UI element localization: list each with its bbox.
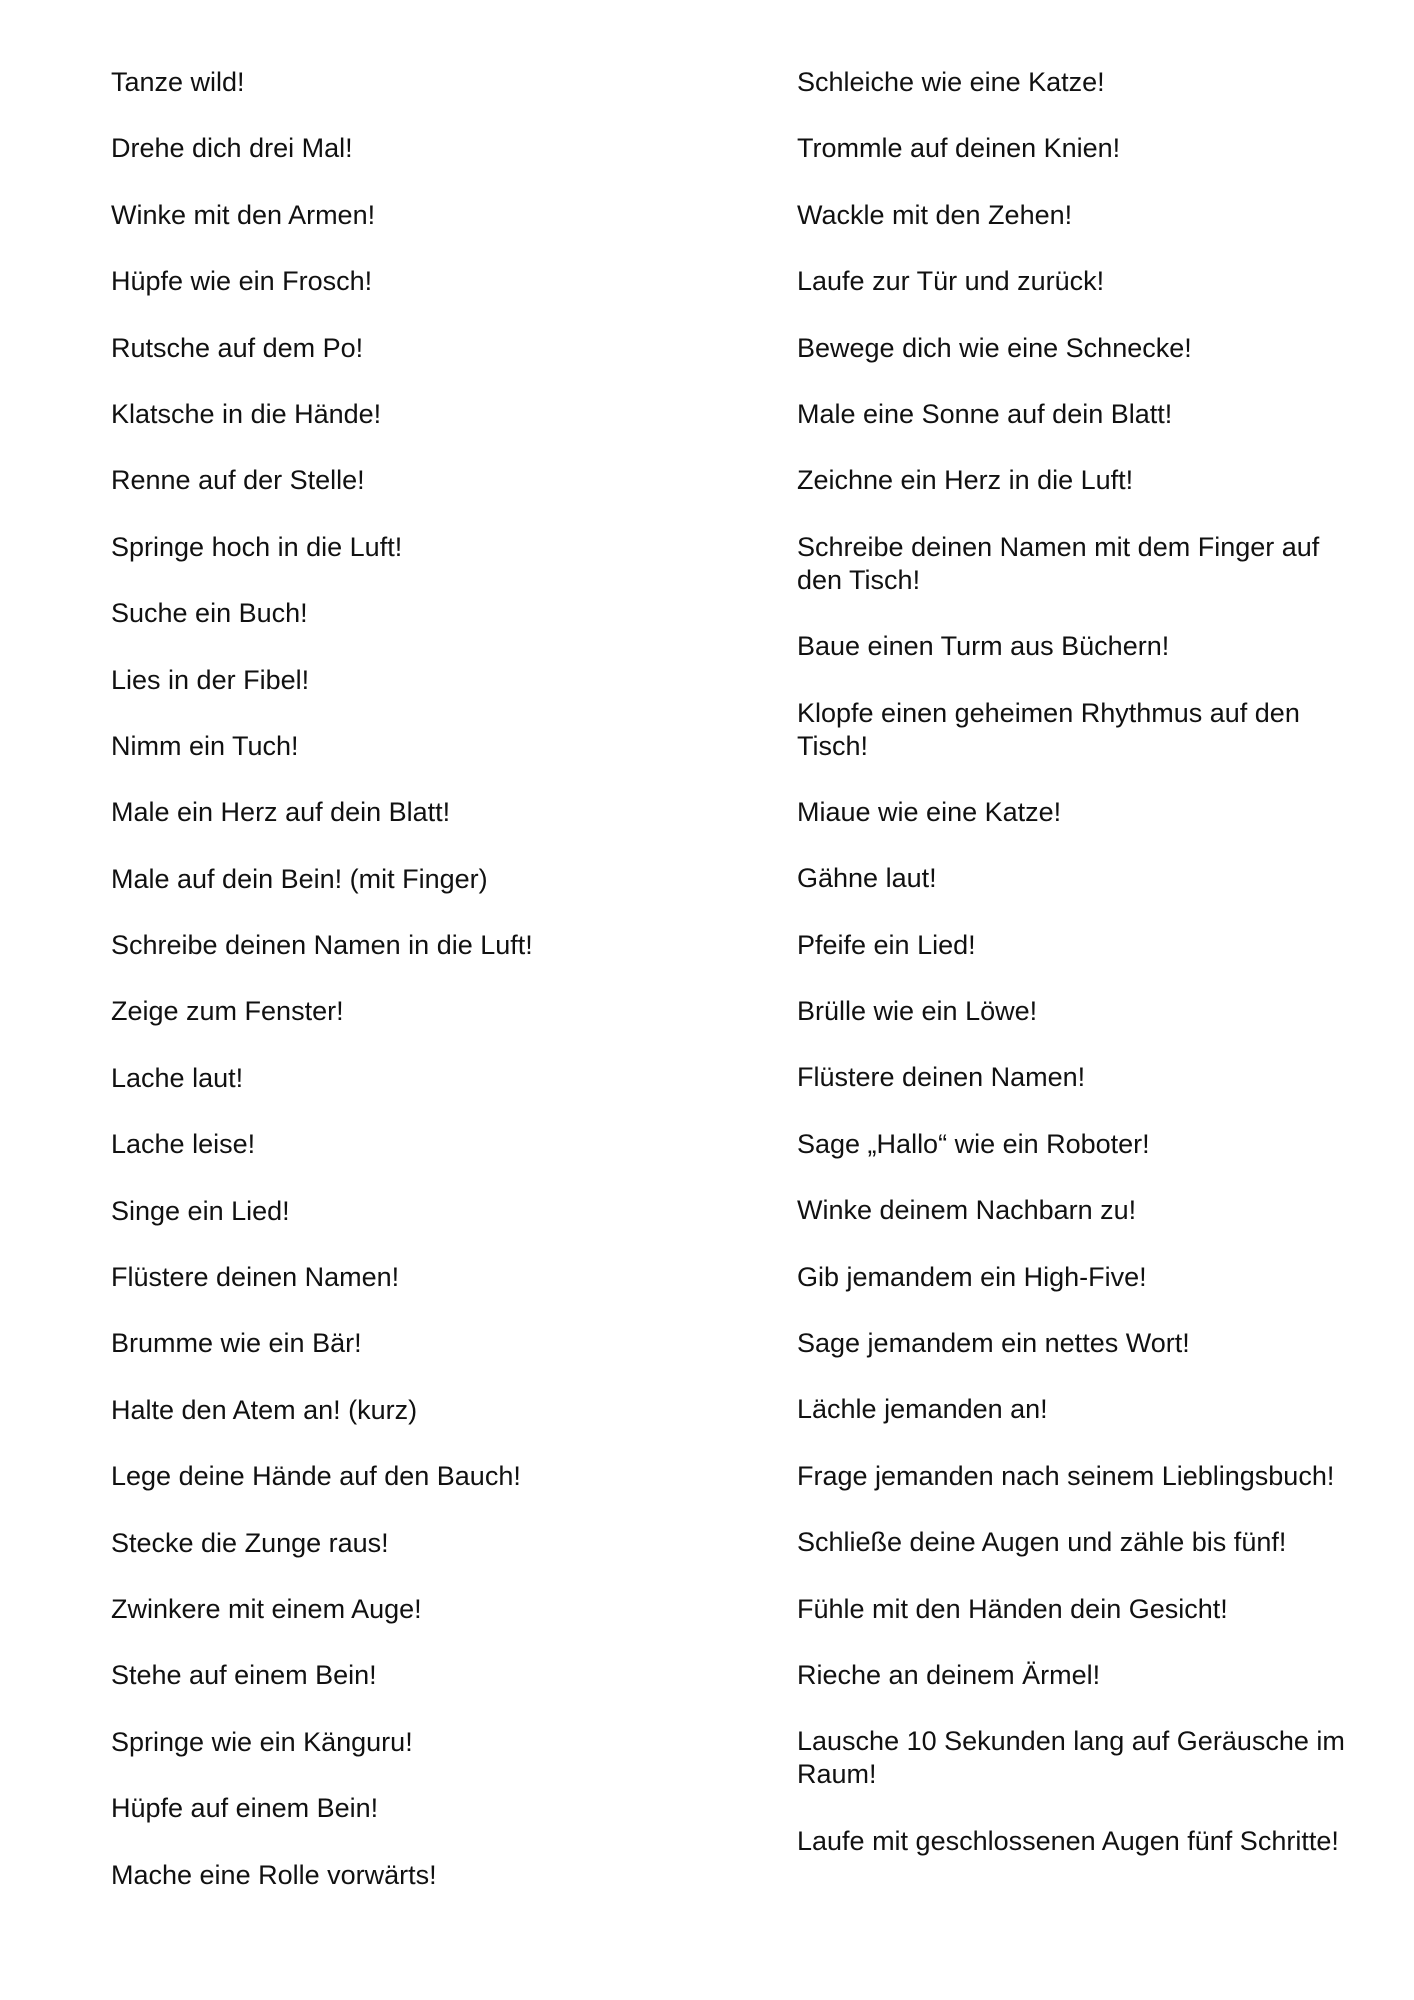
activity-item: Zwinkere mit einem Auge!	[111, 1593, 422, 1624]
activity-item: Laufe mit geschlossenen Augen fünf Schritte!	[797, 1825, 1339, 1856]
activity-item: Lache leise!	[111, 1129, 256, 1160]
activity-item: Zeichne ein Herz in die Luft!	[797, 465, 1134, 496]
activity-item: Winke deinem Nachbarn zu!	[797, 1195, 1137, 1226]
activity-item: Baue einen Turm aus Büchern!	[797, 631, 1170, 662]
activity-item: Winke mit den Armen!	[111, 199, 376, 230]
activity-item: Lächle jemanden an!	[797, 1394, 1048, 1425]
activity-item: Mache eine Rolle vorwärts!	[111, 1859, 437, 1890]
activity-item: Male eine Sonne auf dein Blatt!	[797, 398, 1173, 429]
activity-item: Pfeife ein Lied!	[797, 929, 976, 960]
activity-item: Springe wie ein Känguru!	[111, 1726, 413, 1757]
activity-item: Schließe deine Augen und zähle bis fünf!	[797, 1527, 1287, 1558]
activity-item: Flüstere deinen Namen!	[797, 1062, 1086, 1093]
activity-item: Singe ein Lied!	[111, 1195, 290, 1226]
activity-item: Schleiche wie eine Katze!	[797, 67, 1105, 97]
activity-item: Miaue wie eine Katze!	[797, 796, 1062, 827]
left-activity-list	[111, 66, 751, 1925]
activity-item: Laufe zur Tür und zurück!	[797, 266, 1105, 297]
activity-item: Klopfe einen geheimen Rhythmus auf den Tisch!	[797, 697, 1300, 761]
activity-item: Stehe auf einem Bein!	[111, 1660, 377, 1691]
activity-item: Zeige zum Fenster!	[111, 996, 344, 1027]
activity-item: Lache laut!	[111, 1062, 244, 1093]
activity-item: Brülle wie ein Löwe!	[797, 996, 1038, 1027]
activity-item: Sage „Hallo“ wie ein Roboter!	[797, 1128, 1150, 1159]
activity-item: Hüpfe wie ein Frosch!	[111, 266, 373, 297]
activity-item: Schreibe deinen Namen in die Luft!	[111, 930, 533, 961]
activity-item: Flüstere deinen Namen!	[111, 1262, 400, 1293]
activity-item: Frage jemanden nach seinem Lieblingsbuch!	[797, 1460, 1335, 1491]
activity-item: Drehe dich drei Mal!	[111, 133, 353, 164]
activity-item: Klatsche in die Hände!	[111, 398, 382, 429]
activity-item: Lies in der Fibel!	[111, 664, 310, 695]
activity-item: Male ein Herz auf dein Blatt!	[111, 797, 451, 828]
activity-item: Hüpfe auf einem Bein!	[111, 1793, 379, 1824]
activity-item: Trommle auf deinen Knien!	[797, 133, 1121, 164]
activity-item: Lausche 10 Sekunden lang auf Geräusche im Raum!	[797, 1726, 1345, 1790]
activity-item: Gib jemandem ein High-Five!	[797, 1261, 1147, 1292]
activity-item: Suche ein Buch!	[111, 598, 308, 629]
activity-item: Renne auf der Stelle!	[111, 465, 365, 496]
activity-item: Wackle mit den Zehen!	[797, 199, 1073, 230]
activity-item: Rutsche auf dem Po!	[111, 332, 364, 363]
right-activity-list	[797, 66, 1362, 1891]
activity-item: Gähne laut!	[797, 863, 937, 894]
activity-item: Lege deine Hände auf den Bauch!	[111, 1461, 521, 1492]
activity-item: Brumme wie ein Bär!	[111, 1328, 362, 1359]
activity-item: Sage jemandem ein nettes Wort!	[797, 1328, 1190, 1359]
activity-item: Bewege dich wie eine Schnecke!	[797, 332, 1192, 363]
activity-item: Springe hoch in die Luft!	[111, 531, 403, 562]
activity-item: Schreibe deinen Namen mit dem Finger auf den Tisch!	[797, 531, 1320, 595]
activity-item: Stecke die Zunge raus!	[111, 1527, 389, 1558]
activity-item: Male auf dein Bein! (mit Finger)	[111, 863, 488, 894]
activity-item: Rieche an deinem Ärmel!	[797, 1659, 1101, 1690]
activity-item: Nimm ein Tuch!	[111, 730, 299, 761]
activity-item: Tanze wild!	[111, 67, 245, 97]
activity-item: Fühle mit den Händen dein Gesicht!	[797, 1593, 1228, 1624]
activity-item: Halte den Atem an! (kurz)	[111, 1394, 418, 1425]
